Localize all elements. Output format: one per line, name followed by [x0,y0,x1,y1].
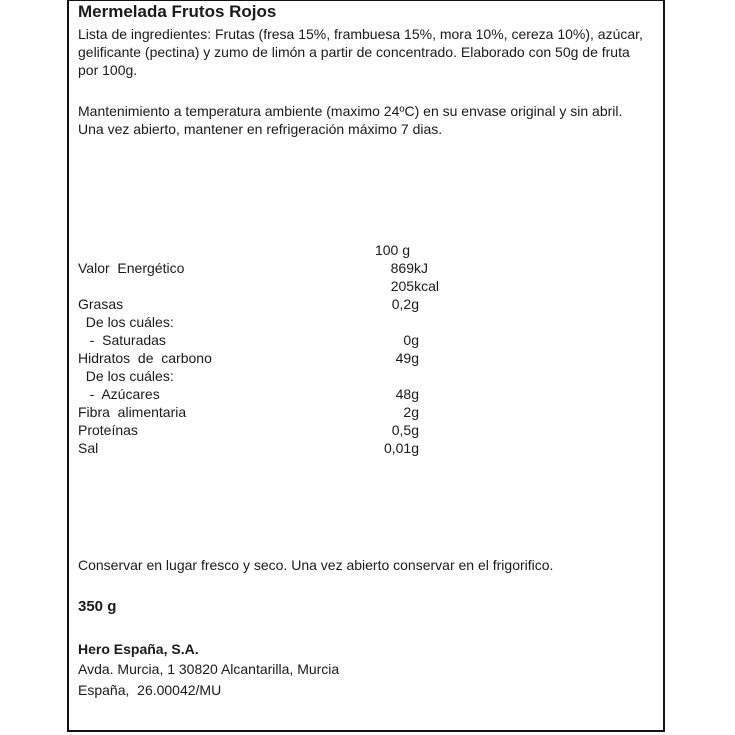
nutrition-label: Hidratos de carbono [78,350,212,366]
nutrition-value: 2g [403,404,419,420]
nutrition-label: De los cuáles: [78,368,174,384]
product-title: Mermelada Frutos Rojos [78,2,277,21]
company-registry: España, 26.00042/MU [78,682,222,698]
nutrition-label: Proteínas [78,422,138,438]
company-name: Hero España, S.A. [78,641,199,657]
nutrition-value: 0,01g [383,440,419,456]
nutrition-label: De los cuáles: [78,314,174,330]
nutrition-value: 869kJ [390,260,428,276]
storage-text: Mantenimiento a temperatura ambiente (maximo 24ºC) en su envase original y sin abril. Una vez abierto, mantener en refrigeración máximo 7 dias. [78,103,623,137]
conservation-text: Conservar en lugar fresco y seco. Una vez abierto conservar en el frigorifico. [78,557,554,573]
company-address: Avda. Murcia, 1 30820 Alcantarilla, Murcia [78,661,340,677]
nutrition-label: Sal [78,440,99,456]
nutrition-label: Grasas [78,296,124,312]
nutrition-value: 49g [395,350,419,366]
nutrition-label: - Azúcares [78,386,160,402]
nutrition-label: Valor Energético [78,260,185,276]
nutrition-header: 100 g [374,242,410,258]
nutrition-label: Fibra alimentaria [78,404,187,420]
nutrition-value: 205kcal [390,278,439,294]
nutrition-value: 0,5g [391,422,419,438]
net-weight: 350 g [78,598,117,615]
nutrition-value: 48g [395,386,419,402]
ingredients-text: Lista de ingredientes: Frutas (fresa 15%, frambuesa 15%, mora 10%, cereza 10%), azúcar, gelificante (pectina) y zumo de limón a partir de concentrado. Elaborado con 50g de fruta por 100g. [78,26,643,78]
nutrition-label: - Saturadas [78,332,166,348]
nutrition-value: 0g [403,332,419,348]
nutrition-value: 0,2g [391,296,419,312]
